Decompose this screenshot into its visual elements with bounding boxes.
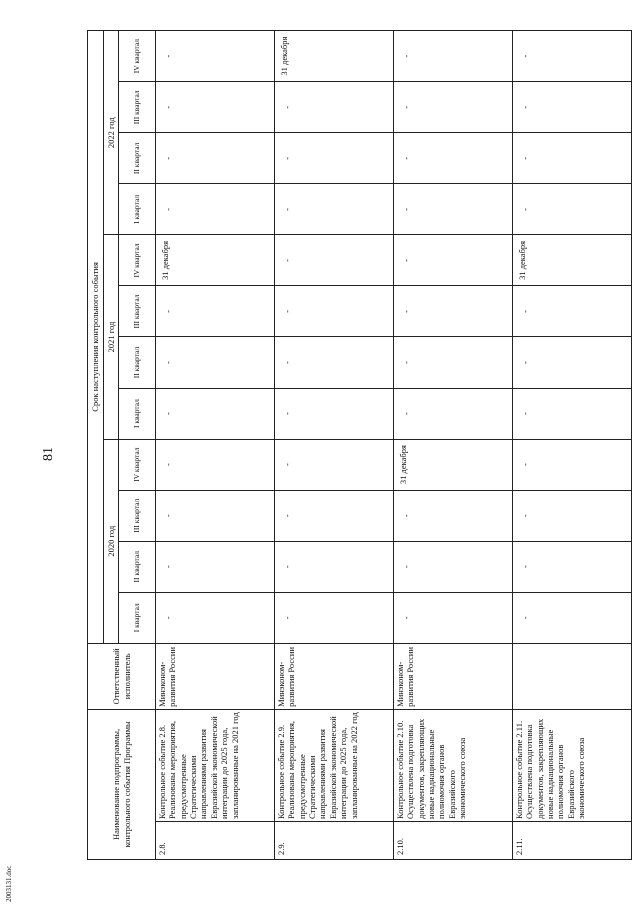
deadline-cell: [275, 388, 394, 439]
deadline-cell: [513, 592, 632, 643]
header-quarter: IV квартал: [119, 31, 156, 82]
deadline-cell: [513, 31, 632, 82]
deadline-date: 31 декабря: [279, 36, 289, 76]
deadline-none: -: [520, 412, 530, 415]
deadline-none: -: [163, 54, 173, 58]
deadline-none: -: [520, 463, 530, 467]
responsible-executor: [513, 643, 632, 709]
control-event-name: Контрольное событие 2.9. Реализованы мероприятия, предусмотренные Стратегическими направлениями развития Евразийской экономической интеграции до 2025 года, запланированные на 2022 год: [275, 709, 394, 821]
deadline-none: -: [282, 361, 292, 364]
deadline-cell: [394, 133, 513, 184]
deadline-cell: [156, 490, 275, 541]
deadline-none: -: [282, 259, 292, 262]
deadline-none: -: [401, 310, 411, 313]
header-quarter: I квартал: [119, 592, 156, 643]
deadline-cell: [513, 286, 632, 337]
deadline-none: -: [401, 156, 411, 160]
table-body: [156, 31, 632, 860]
deadline-cell: [513, 490, 632, 541]
deadline-cell: [394, 388, 513, 439]
deadline-none: -: [401, 514, 411, 518]
deadline-cell: [275, 184, 394, 235]
deadline-cell: [513, 337, 632, 388]
table-row: [275, 31, 394, 860]
table-row: [394, 31, 513, 860]
deadline-cell: [394, 592, 513, 643]
row-number: 2.11.: [513, 821, 632, 859]
responsible-executor: Минэконом-развития России: [275, 643, 394, 709]
deadline-cell: [513, 184, 632, 235]
header-quarter: III квартал: [119, 82, 156, 133]
deadline-cell: [275, 133, 394, 184]
header-row-1: [88, 31, 104, 860]
row-number: 2.9.: [275, 821, 394, 859]
deadline-none: -: [520, 54, 530, 58]
deadline-cell: [156, 439, 275, 490]
deadline-cell: [394, 286, 513, 337]
deadline-cell: [275, 490, 394, 541]
deadline-none: -: [520, 105, 530, 109]
deadline-none: -: [401, 565, 411, 569]
deadline-date: 31 декабря: [517, 240, 527, 280]
control-event-name: Контрольное событие 2.11. Осуществлена подготовка документов, закрепляющих новые наднациональные полномочия органов Евразийского экономического союза: [513, 709, 632, 821]
deadline-none: -: [282, 310, 292, 313]
deadline-none: -: [163, 463, 173, 467]
page-number: 81: [41, 447, 56, 461]
deadline-cell: [156, 592, 275, 643]
header-quarter: IV квартал: [119, 439, 156, 490]
deadline-none: -: [282, 105, 292, 109]
deadline-cell: [156, 133, 275, 184]
deadline-none: -: [163, 514, 173, 518]
deadline-none: -: [401, 259, 411, 262]
deadline-date: 31 декабря: [160, 240, 170, 280]
deadline-none: -: [282, 514, 292, 518]
control-event-name: Контрольное событие 2.10. Осуществлена подготовка документов, закрепляющих новые наднациональные полномочия органов Евразийского экономического союза: [394, 709, 513, 821]
deadline-cell: [275, 337, 394, 388]
deadline-none: -: [401, 361, 411, 364]
deadline-none: -: [520, 514, 530, 518]
table-container: [87, 30, 587, 860]
deadline-cell: [275, 235, 394, 286]
header-quarter: II квартал: [119, 133, 156, 184]
header-name: Наименование подпрограммы, контрольного события Программы: [88, 709, 156, 859]
control-events-table: [87, 30, 632, 860]
header-quarter: II квартал: [119, 337, 156, 388]
deadline-none: -: [163, 412, 173, 415]
header-quarter: I квартал: [119, 184, 156, 235]
deadline-none: -: [163, 156, 173, 160]
deadline-none: -: [520, 565, 530, 569]
deadline-cell: [156, 31, 275, 82]
header-executor: Ответственный исполнитель: [88, 643, 156, 709]
deadline-cell: [156, 82, 275, 133]
deadline-cell: [156, 286, 275, 337]
deadline-cell: [275, 31, 394, 82]
deadline-cell: [394, 439, 513, 490]
deadline-date: 31 декабря: [398, 445, 408, 485]
deadline-none: -: [401, 412, 411, 415]
deadline-cell: [394, 541, 513, 592]
deadline-cell: [394, 490, 513, 541]
deadline-cell: [394, 337, 513, 388]
deadline-none: -: [401, 616, 411, 620]
deadline-cell: [156, 337, 275, 388]
deadline-none: -: [282, 412, 292, 415]
header-year-2020: 2020 год: [104, 439, 119, 643]
deadline-none: -: [282, 463, 292, 467]
header-quarter: II квартал: [119, 541, 156, 592]
rotated-sheet: [87, 30, 587, 860]
deadline-cell: [275, 286, 394, 337]
deadline-cell: [394, 31, 513, 82]
deadline-cell: [513, 133, 632, 184]
deadline-cell: [275, 439, 394, 490]
deadline-cell: [513, 235, 632, 286]
deadline-none: -: [282, 156, 292, 160]
deadline-none: -: [163, 310, 173, 313]
deadline-none: -: [520, 207, 530, 211]
deadline-cell: [156, 541, 275, 592]
deadline-none: -: [163, 105, 173, 109]
deadline-cell: [394, 235, 513, 286]
header-quarter: III квартал: [119, 286, 156, 337]
deadline-cell: [394, 82, 513, 133]
deadline-cell: [513, 439, 632, 490]
deadline-none: -: [520, 616, 530, 620]
header-quarter: I квартал: [119, 388, 156, 439]
deadline-cell: [513, 82, 632, 133]
deadline-none: -: [520, 310, 530, 313]
deadline-cell: [275, 541, 394, 592]
responsible-executor: Минэконом-развития России: [394, 643, 513, 709]
deadline-cell: [275, 592, 394, 643]
deadline-cell: [275, 82, 394, 133]
deadline-none: -: [282, 207, 292, 211]
responsible-executor: Минэконом-развития России: [156, 643, 275, 709]
header-year-2021: 2021 год: [104, 235, 119, 439]
deadline-none: -: [163, 616, 173, 620]
deadline-cell: [156, 184, 275, 235]
deadline-none: -: [401, 54, 411, 58]
header-year-2022: 2022 год: [104, 31, 119, 235]
table-row: [156, 31, 275, 860]
control-event-name: Контрольное событие 2.8. Реализованы мероприятия, предусмотренные Стратегическими направлениями развития Евразийской экономической интеграции до 2025 года, запланированные на 2021 год: [156, 709, 275, 821]
deadline-cell: [156, 388, 275, 439]
deadline-none: -: [163, 207, 173, 211]
deadline-none: -: [401, 207, 411, 211]
row-number: 2.8.: [156, 821, 275, 859]
file-stamp: 2003131.doc: [5, 865, 13, 902]
header-quarter: III квартал: [119, 490, 156, 541]
deadline-cell: [394, 184, 513, 235]
deadline-none: -: [282, 565, 292, 569]
deadline-none: -: [401, 105, 411, 109]
deadline-none: -: [520, 361, 530, 364]
table-row: [513, 31, 632, 860]
header-quarter: IV квартал: [119, 235, 156, 286]
deadline-none: -: [520, 156, 530, 160]
header-deadline: Срок наступления контрольного события: [88, 31, 104, 644]
deadline-none: -: [163, 565, 173, 569]
deadline-cell: [513, 541, 632, 592]
deadline-none: -: [163, 361, 173, 364]
row-number: 2.10.: [394, 821, 513, 859]
deadline-cell: [513, 388, 632, 439]
deadline-none: -: [282, 616, 292, 620]
deadline-cell: [156, 235, 275, 286]
